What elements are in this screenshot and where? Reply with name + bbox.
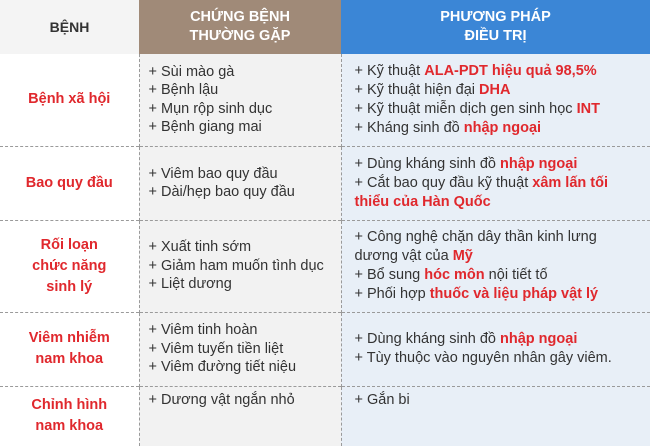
treatment-text: + Cắt bao quy đầu kỹ thuật xyxy=(354,174,533,191)
disease-name-cell xyxy=(0,220,139,312)
disease-name-line: sinh lý xyxy=(46,278,93,295)
treatment-item xyxy=(355,155,645,174)
treatment-cell xyxy=(341,386,650,446)
disease-name-line: nam khoa xyxy=(35,351,104,367)
header-phuong-phap-line: PHƯƠNG PHÁP xyxy=(440,9,551,25)
header-chung-benh xyxy=(139,0,341,54)
treatment-text: + Bổ sung xyxy=(354,267,425,283)
header-chung-benh-line: THƯỜNG GẶP xyxy=(189,28,291,44)
symptom-item: + Liệt dương xyxy=(148,276,232,293)
symptom-item: + Dài/hẹp bao quy đầu xyxy=(148,184,295,200)
treatment-item xyxy=(355,349,645,368)
disease-name-line: Chỉnh hình xyxy=(31,397,108,414)
treatment-text: + Kỹ thuật xyxy=(354,62,425,79)
treatment-item xyxy=(355,174,645,212)
treatment-cell xyxy=(341,54,650,146)
treatment-item xyxy=(355,81,645,100)
symptom-item: + Sùi mào gà xyxy=(148,63,235,80)
treatment-highlight: DHA xyxy=(479,81,511,98)
symptom-item: + Mụn rộp sinh dục xyxy=(148,100,273,117)
treatment-text: + Kháng sinh đồ xyxy=(354,119,464,136)
disease-name-line: Viêm nhiễm xyxy=(28,330,110,346)
disease-name: Bệnh xã hội xyxy=(28,91,111,108)
disease-name-line: Rối loạn xyxy=(40,236,98,253)
treatment-item xyxy=(355,119,645,138)
symptom-item: + Viêm tuyến tiền liệt xyxy=(148,340,284,357)
treatment-highlight: hóc môn xyxy=(424,267,485,283)
treatment-item xyxy=(355,100,645,119)
treatment-cell xyxy=(341,312,650,386)
treatment-text: + Công nghệ chặn dây thần kinh lưng dương vật của xyxy=(354,229,597,264)
disease-name-cell xyxy=(0,146,139,220)
symptom-item: + Bệnh giang mai xyxy=(148,119,262,136)
treatment-text: + Dùng kháng sinh đồ xyxy=(354,155,501,172)
treatment-highlight: nhập ngoại xyxy=(500,331,578,347)
table-row xyxy=(0,220,650,312)
treatment-text: + Tùy thuộc vào nguyên nhân gây viêm. xyxy=(354,350,612,366)
treatment-highlight: nhập ngoại xyxy=(463,119,542,136)
symptom-item: + Viêm đường tiết niệu xyxy=(148,359,297,376)
treatment-text: + Dùng kháng sinh đồ xyxy=(354,331,501,347)
symptom-cell xyxy=(139,386,341,446)
symptom-item: + Xuất tinh sớm xyxy=(148,239,252,256)
treatment-item xyxy=(355,285,645,304)
symptom-cell xyxy=(139,54,341,146)
symptom-cell xyxy=(139,146,341,220)
disease-name-cell xyxy=(0,54,139,146)
disease-name-line: chức năng xyxy=(32,257,107,274)
header-benh-label: BỆNH xyxy=(49,18,90,35)
symptom-item: + Bệnh lậu xyxy=(148,82,219,99)
table-row xyxy=(0,146,650,220)
treatment-item xyxy=(355,62,645,81)
treatment-cell xyxy=(341,146,650,220)
disease-name-cell xyxy=(0,386,139,446)
symptom-cell xyxy=(139,220,341,312)
symptom-item: + Giảm ham muốn tình dục xyxy=(148,257,324,274)
header-chung-benh-line: CHỨNG BỆNH xyxy=(190,9,290,25)
treatment-text: + Phối hợp xyxy=(354,286,430,302)
treatment-text-tail: nội tiết tố xyxy=(484,267,548,283)
table-row xyxy=(0,54,650,146)
symptom-cell xyxy=(139,312,341,386)
treatment-text: + Gắn bi xyxy=(354,391,410,408)
treatment-item xyxy=(355,266,645,285)
disease-name: Bao quy đầu xyxy=(25,174,113,191)
treatment-highlight: Mỹ xyxy=(452,248,473,264)
treatment-cell xyxy=(341,220,650,312)
treatment-highlight: xâm lấn tối thiểu của Hàn Quốc xyxy=(354,174,608,210)
treatment-text: + Kỹ thuật hiện đại xyxy=(354,81,480,98)
symptom-item: + Viêm tinh hoàn xyxy=(148,322,258,339)
symptom-item: + Dương vật ngắn nhỏ xyxy=(148,391,295,408)
treatment-highlight: ALA-PDT hiệu quả 98,5% xyxy=(424,62,597,79)
table-row xyxy=(0,386,650,446)
treatment-item xyxy=(355,330,645,349)
disease-name-line: nam khoa xyxy=(35,418,104,435)
table-row xyxy=(0,312,650,386)
header-row xyxy=(0,0,650,54)
treatment-highlight: nhập ngoại xyxy=(500,155,578,172)
header-benh xyxy=(0,0,139,54)
treatment-item xyxy=(355,228,645,266)
symptom-item: + Viêm bao quy đầu xyxy=(148,165,278,182)
treatment-highlight: thuốc và liệu pháp vật lý xyxy=(429,286,599,302)
disease-name-cell xyxy=(0,312,139,386)
header-phuong-phap-line: ĐIỀU TRỊ xyxy=(464,28,527,44)
treatment-text: + Kỹ thuật miễn dịch gen sinh học xyxy=(354,100,577,117)
header-phuong-phap xyxy=(341,0,650,54)
treatment-highlight: INT xyxy=(576,100,600,117)
treatment-item xyxy=(355,391,645,410)
